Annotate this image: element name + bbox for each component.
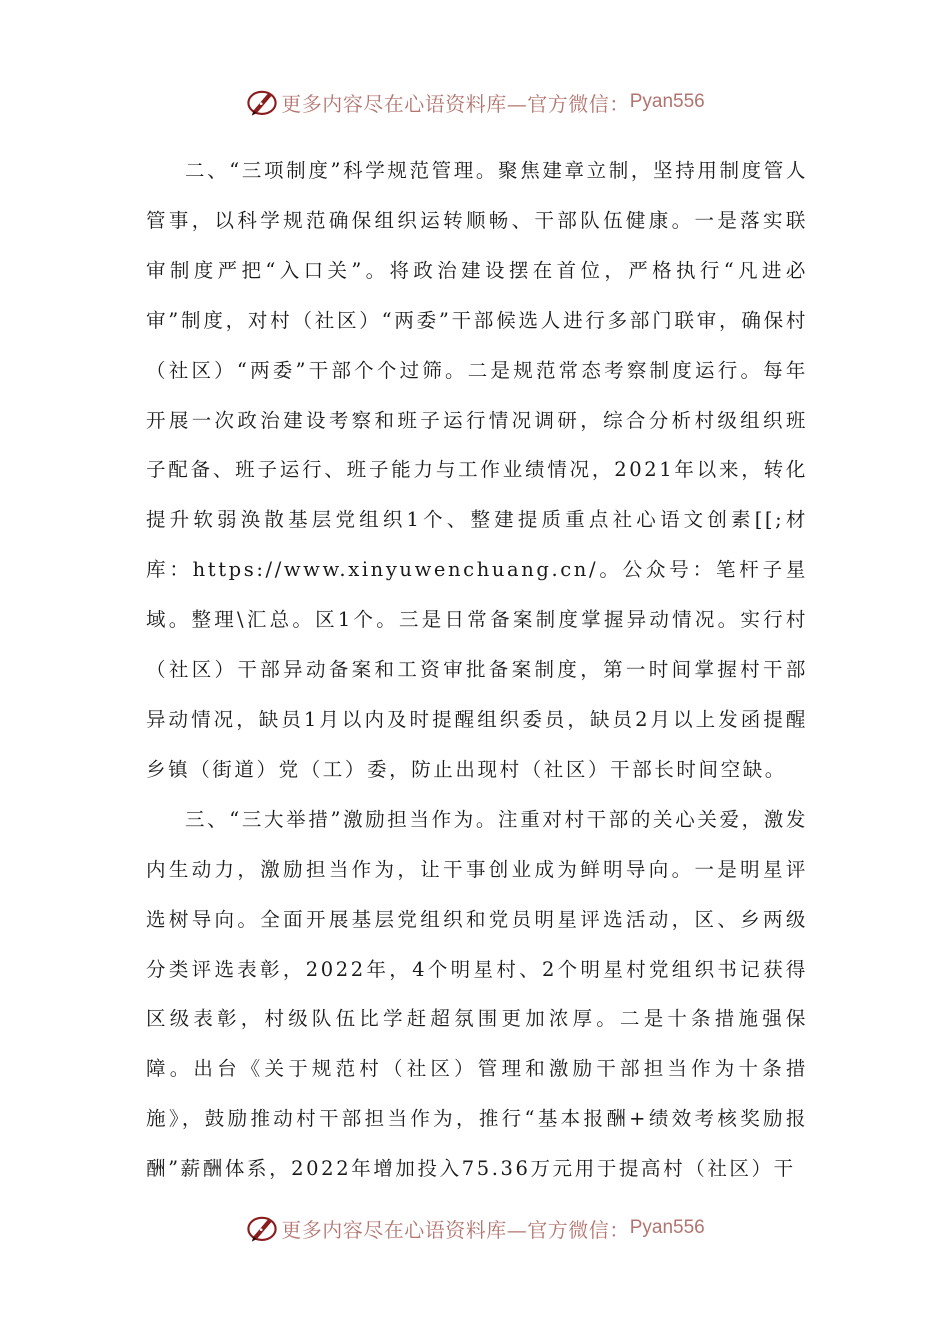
footer-banner — [0, 1208, 950, 1248]
footer-wechat-id: Pyan556 — [629, 1217, 705, 1238]
pen-nib-logo-icon — [245, 1211, 279, 1245]
header-banner-text: 更多内容尽在心语资料库—官方微信： — [281, 91, 630, 116]
header-banner — [0, 82, 950, 122]
header-wechat-id: Pyan556 — [629, 91, 705, 112]
footer-banner-text: 更多内容尽在心语资料库—官方微信： — [281, 1217, 630, 1242]
paragraph: 三、“三大举措”激励担当作为。注重对村干部的关心关爱，激发内生动力，激励担当作为，让干事创业成为鲜明导向。一是明星评选树导向。全面开展基层党组织和党员明星评选活动，区、乡两级分类评选表彰，2022年，4个明星村、2个明星村党组织书记获得区级表彰，村级队伍比学赶超氛围更加浓厚。二是十条措施强保障。出台《关于规范村（社区）管理和激励干部担当作为十条措施》，鼓励推动村干部担当作为，推行“基本报酬+绩效考核奖励报酬”薪酬体系，2022年增加投入75.36万元用于提高村（社区）干 — [146, 807, 808, 1181]
document-body — [146, 146, 808, 1194]
paragraph: 二、“三项制度”科学规范管理。聚焦建章立制，坚持用制度管人管事，以科学规范确保组织运转顺畅、干部队伍健康。一是落实联审制度严把“入口关”。将政治建设摆在首位，严格执行“凡进必审”制度，对村（社区）“两委”干部候选人进行多部门联审，确保村（社区）“两委”干部个个过筛。二是规范常态考察制度运行。每年开展一次政治建设考察和班子运行情况调研，综合分析村级组织班子配备、班子运行、班子能力与工作业绩情况，2021年以来，转化提升软弱涣散基层党组织1个、整建提质重点社心语文创素[[;材库：https://www.xinyuwenchuang.cn/。公众号：笔杆子星域。整理\汇总。区1个。三是日常备案制度掌握异动情况。实行村（社区）干部异动备案和工资审批备案制度，第一时间掌握村干部异动情况，缺员1月以内及时提醒组织委员，缺员2月以上发函提醒乡镇（街道）党（工）委，防止出现村（社区）干部长时间空缺。 — [146, 159, 808, 781]
pen-nib-logo-icon — [245, 85, 279, 119]
